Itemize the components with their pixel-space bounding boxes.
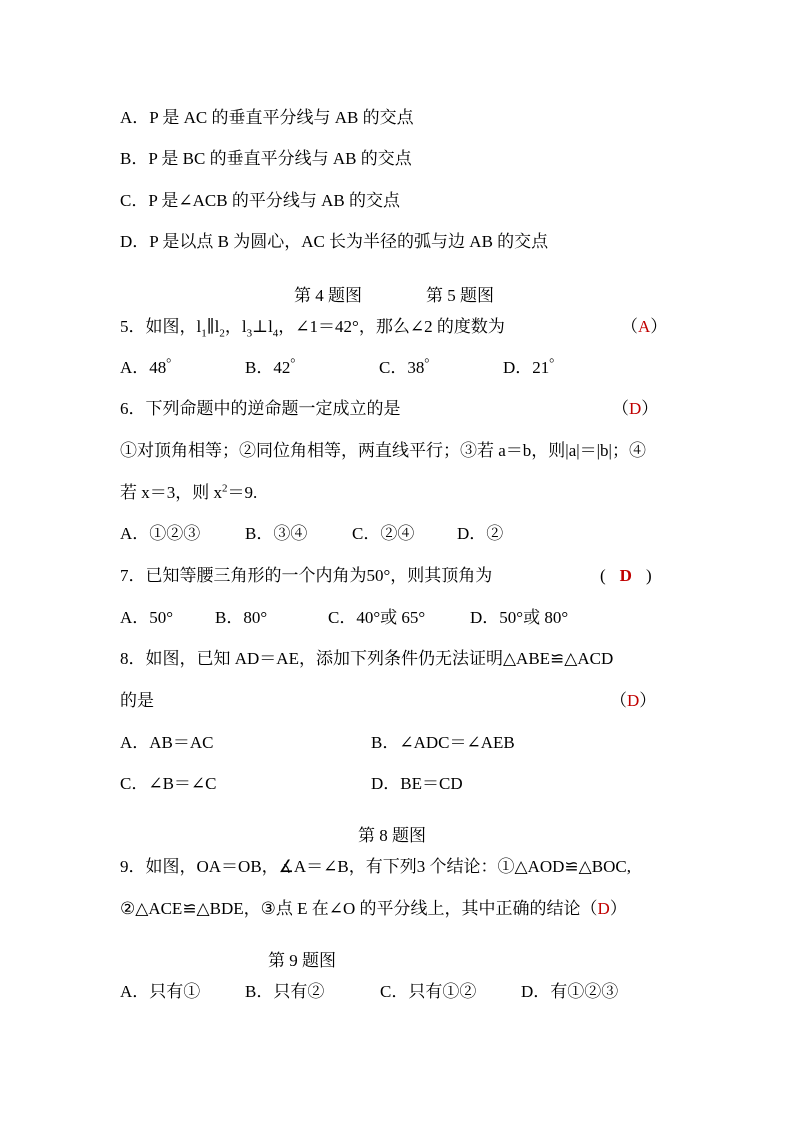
q5-option-c: C．38゜	[379, 358, 442, 377]
fig5-caption: 第 5 题图	[426, 286, 494, 305]
q6-option-c: C．②④	[352, 524, 415, 543]
q7-answer-open: (	[600, 566, 606, 585]
q5-stem-post: ，∠1＝42°，那么∠2 的度数为	[278, 317, 505, 336]
q5-perp: ⊥	[252, 317, 269, 336]
q5-l1-sub: 1	[201, 327, 207, 340]
q9-line2	[120, 897, 627, 921]
q5-l2-sub: 2	[219, 327, 225, 340]
q5-option-a: A．48゜	[120, 358, 184, 377]
q6-answer-close: ）	[641, 399, 659, 418]
q9-answer-close: ）	[609, 899, 627, 918]
q6-line2: ①对顶角相等；②同位角相等，两直线平行；③若 a＝b，则|a|＝|b|；④	[120, 441, 646, 460]
q6-line3-post: ＝9.	[227, 483, 258, 502]
q8-option-c: C．∠B＝∠C	[120, 774, 217, 793]
q9-stem: 9．如图，OA＝OB，∡A＝∠B，有下列3 个结论：①△AOD≌△BOC,	[120, 857, 631, 876]
q6-line3-pre: 若 x＝3，则 x	[120, 483, 222, 502]
q9-option-a: A．只有①	[120, 982, 201, 1001]
q8-answer-close: ）	[639, 691, 657, 710]
q7-option-a: A．50°	[120, 608, 174, 627]
q5-answer: A	[638, 317, 651, 336]
q4-option-a: A．P 是 AC 的垂直平分线与 AB 的交点	[120, 108, 414, 127]
q8-stem: 8．如图，已知 AD＝AE，添加下列条件仍无法证明△ABE≌△ACD	[120, 649, 614, 668]
q8-answer-open: （	[610, 691, 627, 710]
q8-option-a: A．AB＝AC	[120, 733, 214, 752]
q7-answer-close: )	[645, 566, 652, 585]
q8-stem-line2: 的是	[120, 691, 154, 710]
q5-l3: l	[241, 317, 247, 336]
q7-answer: D	[619, 566, 632, 585]
q5-l2: l	[214, 317, 220, 336]
q7-option-d: D．50°或 80°	[470, 608, 569, 627]
q6-stem: 6．下列命题中的逆命题一定成立的是	[120, 399, 401, 418]
fig9-caption: 第 9 题图	[268, 951, 336, 970]
q5-comma: ，	[224, 317, 242, 336]
q6-line3	[120, 481, 257, 505]
q9-option-c: C．只有①②	[380, 982, 477, 1001]
fig8-caption: 第 8 题图	[358, 826, 426, 845]
q4-option-c: C．P 是∠ACB 的平分线与 AB 的交点	[120, 191, 400, 210]
q4-option-d: D．P 是以点 B 为圆心，AC 长为半径的弧与边 AB 的交点	[120, 232, 549, 251]
q6-line3-sup: 2	[222, 482, 228, 495]
q5-parallel: ∥	[206, 317, 215, 336]
q9-answer: D	[597, 899, 610, 918]
q6-answer-open: （	[612, 399, 629, 418]
q8-option-b: B．∠ADC＝∠AEB	[371, 733, 515, 752]
q5-answer-close: ）	[650, 317, 668, 336]
q6-answer-bracket	[612, 397, 658, 421]
q7-stem: 7．已知等腰三角形的一个内角为50°，则其顶角为	[120, 566, 493, 585]
q8-option-d: D．BE＝CD	[371, 774, 463, 793]
q5-answer-bracket	[621, 315, 667, 339]
q5-option-d: D．21゜	[503, 358, 567, 377]
q6-option-a: A．①②③	[120, 524, 201, 543]
q5-option-b: B．42゜	[245, 358, 308, 377]
q7-option-b: B．80°	[215, 608, 268, 627]
q4-option-b: B．P 是 BC 的垂直平分线与 AB 的交点	[120, 149, 412, 168]
fig4-caption: 第 4 题图	[294, 286, 362, 305]
q5-answer-open: （	[621, 317, 638, 336]
q5-l4: l	[268, 317, 273, 336]
q9-option-d: D．有①②③	[521, 982, 619, 1001]
q8-answer: D	[627, 691, 640, 710]
q5-l4-sub: 4	[272, 327, 279, 340]
q5-stem	[120, 315, 505, 339]
q5-stem-pre: 5．如图，	[120, 317, 197, 336]
q7-answer-bracket	[600, 564, 652, 588]
q9-line2-text: ②△ACE≌△BDE，③点 E 在∠O 的平分线上，其中正确的结论（	[120, 899, 598, 918]
q6-option-d: D．②	[457, 524, 504, 543]
q5-l1: l	[196, 317, 202, 336]
q7-option-c: C．40°或 65°	[328, 608, 426, 627]
q8-answer-bracket	[610, 689, 656, 713]
q9-option-b: B．只有②	[245, 982, 325, 1001]
q6-option-b: B．③④	[245, 524, 308, 543]
q5-l3-sub: 3	[246, 327, 253, 340]
q6-answer: D	[629, 399, 642, 418]
